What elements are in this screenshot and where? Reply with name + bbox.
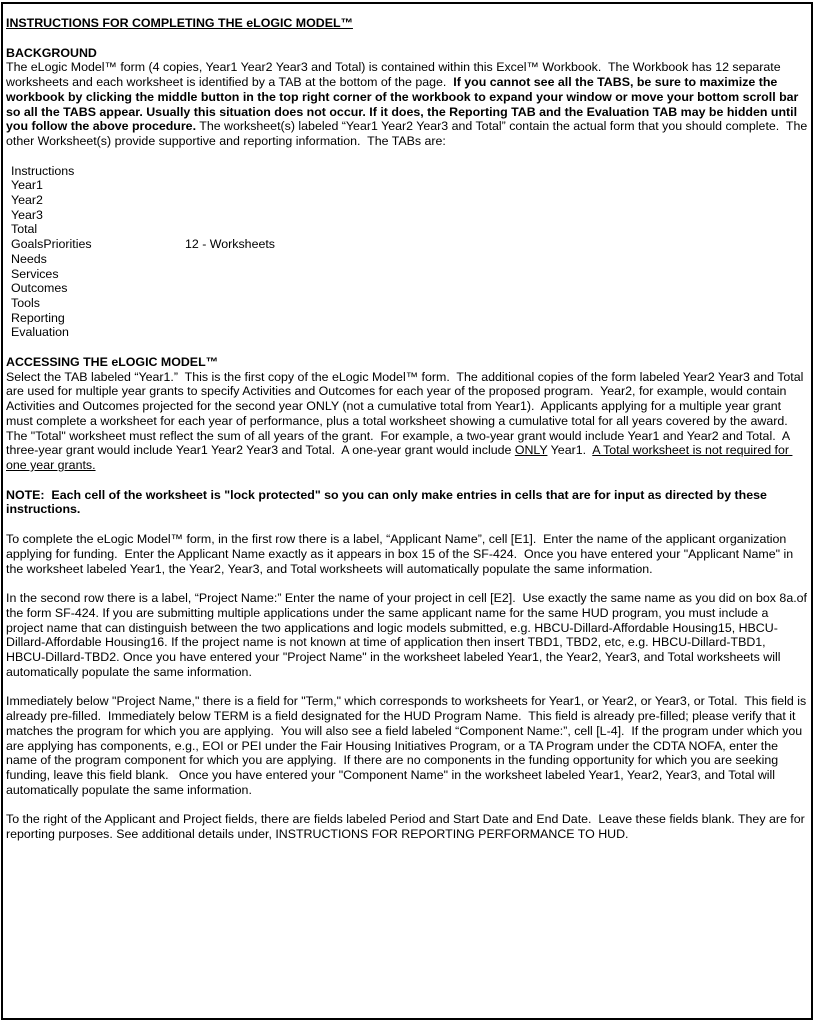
tab-list-item [6,178,808,193]
tab-label: Needs [11,251,47,266]
tab-list-item [6,281,808,296]
tab-label: Year2 [11,193,43,208]
accessing-heading: ACCESSING THE eLOGIC MODEL™ [6,355,219,370]
applicant-name-paragraph: To complete the eLogic Model™ form, in the first row there is a label, “Applicant Name”, cell [E1]. Enter the name of the applicant organization applying for funding. Enter the Applicant Name exactly as it appears in box 15 of the SF-424. Once you have entered your "Applicant Name" in the worksheet labeled Year1, the Year2, Year3, and Total worksheets will automatically populate the same information. [6,532,797,576]
note-paragraph: NOTE: Each cell of the worksheet is "lock protected" so you can only make entries in cells that are for input as directed by these instructions. [6,487,771,517]
paragraph-run: The worksheet(s) labeled “Year1 Year2 Year3 and Total” contain the actual form that you should complete. The other Worksheet(s) provide supportive and reporting information. The TABs are: [6,119,811,148]
paragraph-run: The eLogic Model™ form (4 copies, Year1 Year2 Year3 and Total) is contained within this Excel™ Workbook. The Workbook has 12 separate worksheets and each worksheet is identified by a TAB at the bottom of the page. [6,60,785,90]
tab-list-item [6,237,808,252]
tab-list-item [6,193,808,208]
worksheet-count-note: 12 - Worksheets [185,237,275,252]
tab-label: Instructions [11,163,75,178]
term-component-paragraph: Immediately below "Project Name," there is a field for "Term," which corresponds to worksheets for Year1, or Year2, or Year3, or Total. This field is already pre-filled. Immediately below TERM is a field designated for the HUD Program Name. This field is already pre-filled; please verify that it matches the program for which you are applying. You will also see a field labeled “Component Name:”, cell [L-4]. If the program under which you are applying has components, e.g., EOI or PEI under the Fair Housing Initiatives Program, or a TA Program under the CDTA NOFA, enter the name of the program component for which you are applying. If there are no components in the funding opportunity for which you are seeking funding, leave this field blank. Once you have entered your "Component Name" in the worksheet labeled Year1, Year2, Year3, and Total will automatically populate the same information. [6,694,810,797]
tab-label: Outcomes [11,281,68,296]
paragraph-run-bold: If you cannot see all the TABS, be sure to maximize the workbook by clicking the middle button in the top right corner of the workbook to expand your window or move your bottom scroll bar so all the TABS appear. Usually this situation does not occur. If it does, the Reporting TAB and the Evaluation TAB may be hidden until you follow the above procedure. [6,75,802,134]
tab-label: Services [11,266,59,281]
background-heading: BACKGROUND [6,45,97,60]
paragraph-run-underline: A Total worksheet is not required for one year grants. [6,443,793,472]
project-name-paragraph: In the second row there is a label, “Project Name:” Enter the name of your project in cell [E2]. Use exactly the same name as you did on box 8a.of the form SF-424. If you are submitting multiple applications under the same applicant name for the same HUD program, you must include a project name that can distinguish between the two applications and logic models submitted, e.g. HBCU-Dillard-Affordable Housing15, HBCU-Dillard-Affordable Housing16. If the project name is not known at time of application then insert TBD1, TBD2, etc, e.g. HBCU-Dillard-TBD1, HBCU-Dillard-TBD2. Once you have entered your "Project Name" in the worksheet labeled Year1, the Year2, Year3, and Total worksheets will automatically populate the same information. [6,591,811,679]
paragraph-run: Select the TAB labeled “Year1.” This is the first copy of the eLogic Model™ form. The additional copies of the form labeled Year2 Year3 and Total are used for multiple year grants to specify Activities and Outcomes for each year of the proposed program. Year2, for example, would contain Activities and Outcomes projected for the second year ONLY (not a cumulative total from Year1). Applicants applying for a multiple year grant must complete a worksheet for each year of performance, plus a total worksheet showing a cumulative total for all years covered by the award. The "Total" worksheet must reflect the sum of all years of the grant. For example, a two-year grant would include Year1 and Year2 and Total. A three-year grant would include Year1 Year2 Year3 and Total. A one-year grant would include [6,369,807,458]
paragraph-run-underline: ONLY [514,443,548,458]
tab-list-item [6,311,808,326]
tab-list-item [6,164,808,179]
tab-label: Year1 [11,178,43,193]
tab-label: Tools [11,295,40,310]
tab-label: GoalsPriorities [11,237,92,252]
tab-label: Evaluation [11,325,69,340]
paragraph-run: Year1. [547,443,593,458]
instructions-document [1,2,813,1020]
worksheet-tab-list [6,164,808,340]
accessing-paragraph [6,370,808,473]
tab-list-item [6,325,808,340]
tab-label: Year3 [11,207,43,222]
tab-list-item [6,267,808,282]
period-dates-paragraph: To the right of the Applicant and Project fields, there are fields labeled Period and Start Date and End Date. Leave these fields blank. They are for reporting purposes. See additional details under, INSTRUCTIONS FOR REPORTING PERFORMANCE TO HUD. [6,812,809,842]
tab-list-item [6,208,808,223]
tab-label: Total [11,222,38,237]
tab-label: Reporting [11,310,65,325]
document-title: INSTRUCTIONS FOR COMPLETING THE eLOGIC MODEL™ [6,16,353,30]
tab-list-item [6,252,808,267]
tab-list-item [6,296,808,311]
background-paragraph [6,60,811,148]
tab-list-item [6,222,808,237]
